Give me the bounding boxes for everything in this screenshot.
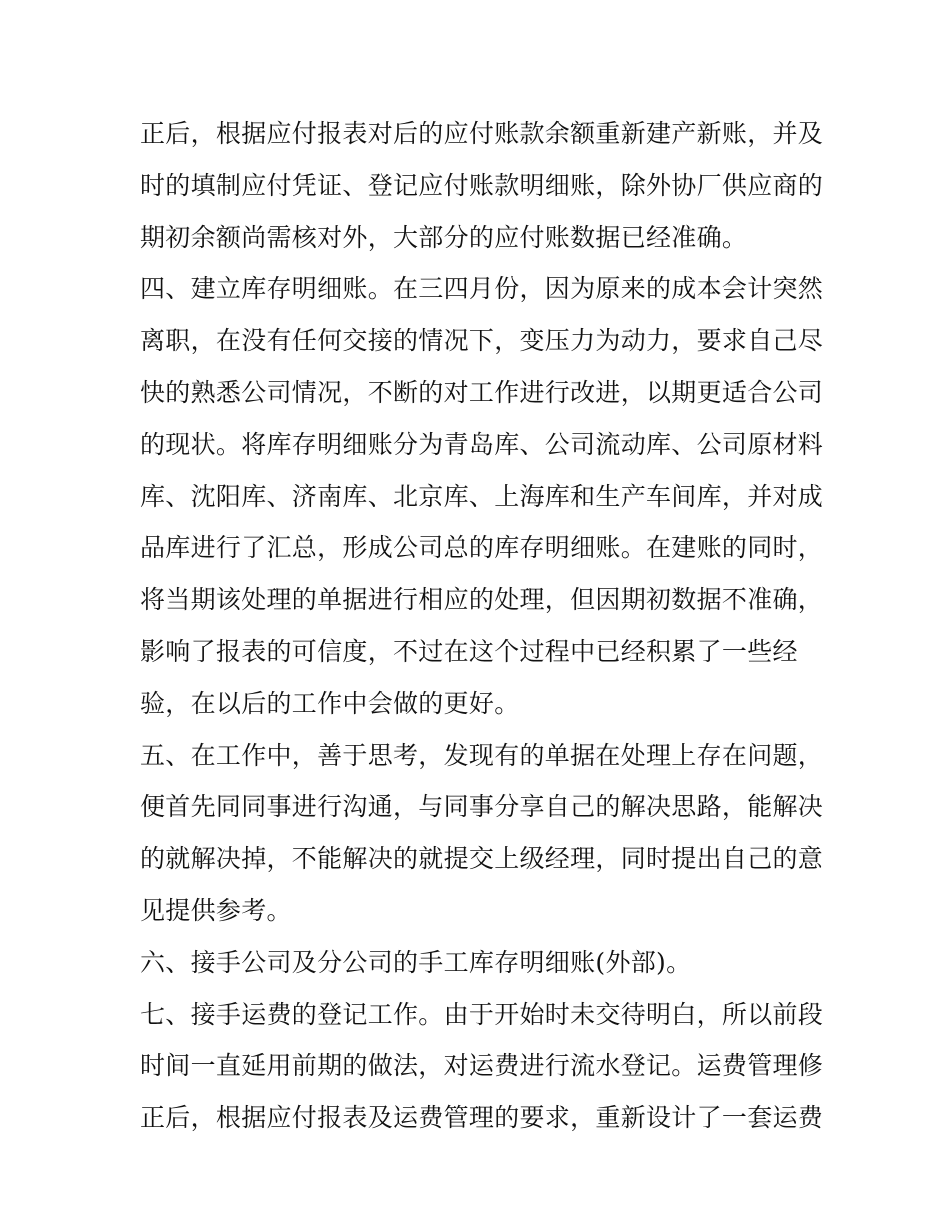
text-line: 期初余额尚需核对外，大部分的应付账数据已经准确。 [140, 222, 748, 252]
text-line: 品库进行了汇总，形成公司总的库存明细账。在建账的同时， [140, 533, 824, 563]
text-line: 时的填制应付凭证、登记应付账款明细账，除外协厂供应商的 [140, 170, 824, 200]
text-line: 的就解决掉，不能解决的就提交上级经理，同时提出自己的意 [140, 844, 824, 874]
text-line: 库、沈阳库、济南库、北京库、上海库和生产车间库，并对成 [140, 481, 824, 511]
text-line: 影响了报表的可信度，不过在这个过程中已经积累了一些经 [140, 636, 798, 666]
text-line: 见提供参考。 [140, 895, 292, 925]
document-body [140, 108, 824, 1144]
text-line: 便首先同同事进行沟通，与同事分享自己的解决思路，能解决 [140, 792, 824, 822]
text-line: 七、接手运费的登记工作。由于开始时未交待明白，所以前段 [140, 999, 824, 1029]
text-line: 六、接手公司及分公司的手工库存明细账(外部)。 [140, 947, 692, 977]
text-line: 快的熟悉公司情况，不断的对工作进行改进，以期更适合公司 [140, 377, 824, 407]
text-line: 离职，在没有任何交接的情况下，变压力为动力，要求自己尽 [140, 326, 824, 356]
text-line: 时间一直延用前期的做法，对运费进行流水登记。运费管理修 [140, 1051, 824, 1081]
text-line: 四、建立库存明细账。在三四月份，因为原来的成本会计突然 [140, 274, 824, 304]
text-line: 五、在工作中，善于思考，发现有的单据在处理上存在问题， [140, 740, 824, 770]
text-line: 的现状。将库存明细账分为青岛库、公司流动库、公司原材料 [140, 429, 824, 459]
text-line: 正后，根据应付报表对后的应付账款余额重新建产新账，并及 [140, 119, 824, 148]
text-line: 正后，根据应付报表及运费管理的要求，重新设计了一套运费 [140, 1103, 824, 1133]
text-line: 将当期该处理的单据进行相应的处理，但因期初数据不准确， [140, 585, 824, 615]
text-line: 验，在以后的工作中会做的更好。 [140, 688, 520, 718]
